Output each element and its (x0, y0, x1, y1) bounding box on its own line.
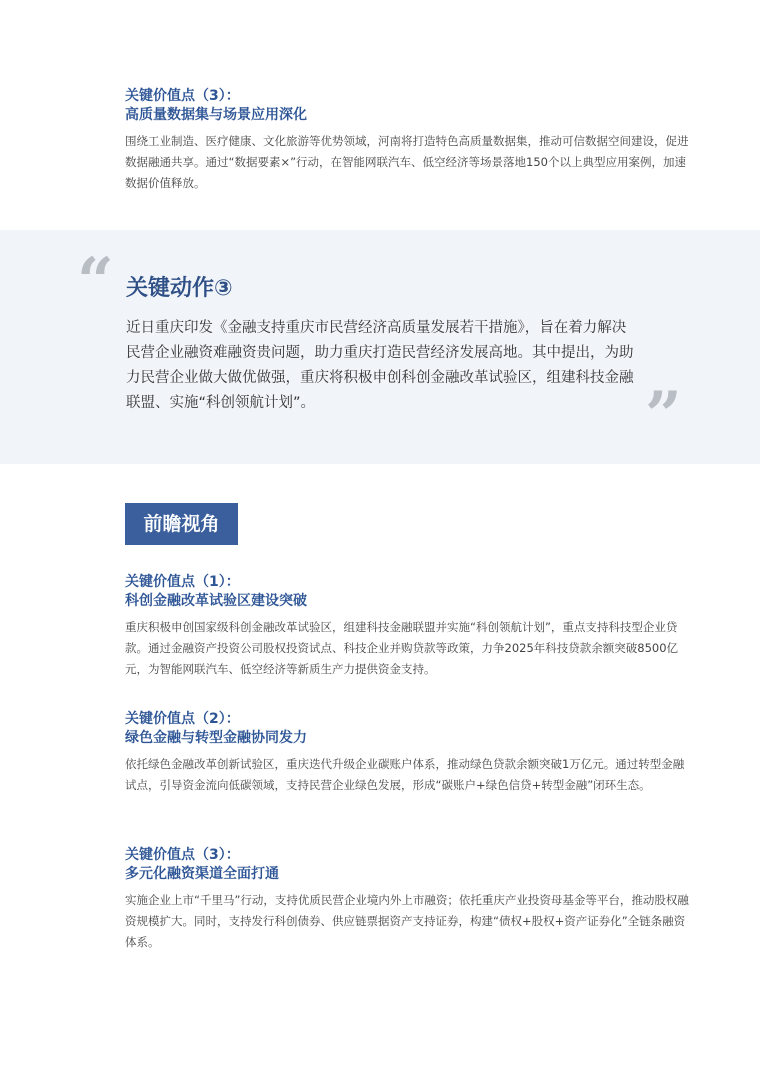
close-quote-icon: ” (645, 378, 682, 453)
value-point-3 (125, 846, 695, 953)
value-point-body: 围绕工业制造、医疗健康、文化旅游等优势领域，河南将打造特色高质量数据集，推动可信数据空间建设，促进数据融通共享。通过“数据要素×”行动，在智能网联汽车、低空经济等场景落地150个以上典型应用案例，加速数据价值释放。 (125, 134, 689, 190)
value-point-title: 多元化融资渠道全面打通 (125, 866, 279, 882)
value-point-label: 关键价值点（1）： (125, 574, 240, 590)
value-point-label: 关键价值点（3）： (125, 847, 240, 863)
open-quote-icon: “ (77, 244, 114, 319)
key-action-title: 关键动作③ (126, 276, 233, 301)
key-action-body: 近日重庆印发《金融支持重庆市民营经济高质量发展若干措施》，旨在着力解决民营企业融资难融资贵问题，助力重庆打造民营经济发展高地。其中提出，为助力民营企业做大做优做强，重庆将积极申创科创金融改革试验区，组建科技金融联盟、实施“科创领航计划”。 (126, 320, 634, 411)
section-tag: 前瞻视角 (125, 503, 238, 545)
value-point-1 (125, 573, 695, 680)
value-point-title: 高质量数据集与场景应用深化 (125, 107, 307, 123)
value-point-2 (125, 710, 695, 796)
value-point-label: 关键价值点（3）： (125, 88, 240, 104)
value-point-body: 依托绿色金融改革创新试验区，重庆迭代升级企业碳账户体系，推动绿色贷款余额突破1万亿元。通过转型金融试点，引导资金流向低碳领域，支持民营企业绿色发展，形成“碳账户+绿色信贷+转型金融”闭环生态。 (125, 757, 685, 792)
value-point-label: 关键价值点（2）： (125, 711, 240, 727)
value-point-body: 重庆积极申创国家级科创金融改革试验区，组建科技金融联盟并实施“科创领航计划”，重点支持科技型企业贷款。通过金融资产投资公司股权投资试点、科技企业并购贷款等政策，力争2025年科技贷款余额突破8500亿元，为智能网联汽车、低空经济等新质生产力提供资金支持。 (125, 620, 679, 676)
value-point-title: 科创金融改革试验区建设突破 (125, 593, 307, 609)
value-point-body: 实施企业上市“千里马”行动，支持优质民营企业境内外上市融资；依托重庆产业投资母基金等平台，推动股权融资规模扩大。同时，支持发行科创债券、供应链票据资产支持证券，构建“债权+股权+资产证券化”全链条融资体系。 (125, 893, 689, 949)
value-point-top (125, 87, 695, 194)
value-point-title: 绿色金融与转型金融协同发力 (125, 730, 307, 746)
